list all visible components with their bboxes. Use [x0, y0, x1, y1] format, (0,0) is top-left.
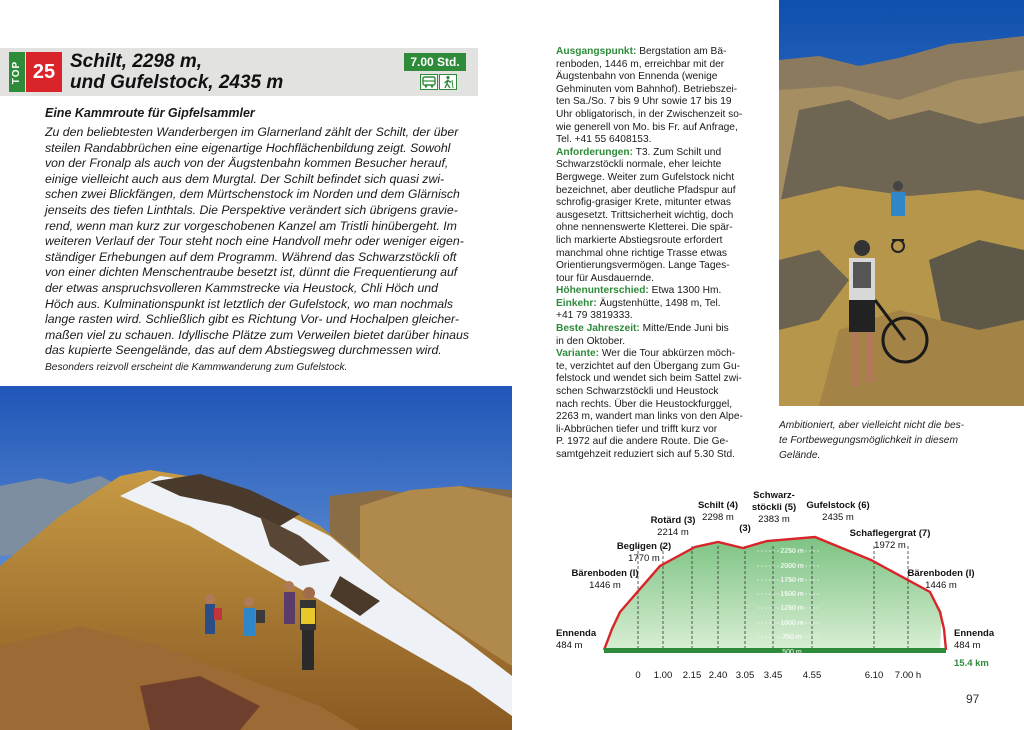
x-tick-label: 4.55 [802, 670, 822, 681]
info-label: Einkehr: [556, 297, 597, 309]
tour-number: 25 [26, 52, 62, 92]
tour-title-line2: und Gufelstock, 2435 m [70, 72, 284, 93]
info-line: Beste Jahreszeit: Mitte/Ende Juni bis [556, 323, 729, 335]
point-elevation: 2214 m [657, 527, 689, 538]
point-name: Ennenda [556, 628, 597, 639]
x-tick-label: 3.05 [735, 670, 755, 681]
y-tick-label: 2000 m [780, 563, 804, 570]
section-subtitle: Eine Kammroute für Gipfelsammler [45, 106, 255, 120]
y-tick-label: 500 m [782, 649, 802, 656]
point-name: Schaflegergrat (7) [849, 528, 931, 539]
intro-line: einige vielleicht auch aus dem Murgtal. Der Schilt befindet sich quasi zwi- [45, 171, 445, 186]
intro-line: das kupierte Seengelände, das auf dem Abstiegsweg durchmessen wird. [45, 343, 442, 358]
info-label: Variante: [556, 348, 600, 360]
point-name: (3) [739, 523, 751, 534]
info-line: Tel. +41 55 6408153. [556, 134, 652, 146]
point-elevation: 1446 m [589, 580, 621, 591]
page-number: 97 [966, 692, 980, 706]
intro-line: von einer dichten Menschentraube besetzt ist, dünnt die Frequentierung auf [45, 265, 458, 280]
intro-line: Zu den beliebtesten Wanderbergen im Glarnerland zählt der Schilt, der über [45, 125, 459, 139]
intro-line: steilen Randabbrüchen eine eigenartige Hochflächenbildung zeigt. Sowohl [45, 140, 451, 155]
x-tick-label: 6.10 [864, 670, 884, 681]
point-elevation: 1446 m [925, 580, 957, 591]
point-name: Ennenda [954, 628, 995, 639]
intro-line: Höch aus. Kulminationspunkt ist letztlich der Gufelstock, wo man nochmals [45, 296, 454, 311]
info-line: li-Abbrüchen tiefer und trifft kurz vor [556, 423, 718, 435]
duration-badge: 7.00 Std. [404, 53, 466, 71]
info-line: 2263 m, wandert man links von den Alpe- [556, 411, 743, 423]
elevation-profile [552, 484, 1024, 684]
y-tick-label: 1250 m [780, 605, 804, 612]
point-name: Gufelstock (6) [806, 500, 870, 511]
bus-icon [420, 74, 438, 90]
hiker-icon [439, 74, 457, 90]
info-line: Äugstenbahn von Ennenda (wenige [556, 71, 718, 83]
info-line: schen Schwarzstöckli und Heustock [556, 386, 719, 398]
profile-baseline [604, 648, 946, 653]
info-line: Variante: Wer die Tour abkürzen möch- [556, 348, 736, 360]
intro-line: ständiger Erhebungen auf dem Programm. Während das Schwarzstöckli oft [45, 249, 457, 264]
point-elevation: 2383 m [758, 514, 790, 525]
info-line: te, verzichtet auf den Übergang zum Gu- [556, 360, 741, 372]
info-line: ten Sa./So. 7 bis 9 Uhr sowie 17 bis 19 [556, 96, 732, 108]
info-line: ausgesetzt. Trittsicherheit wichtig, doch [556, 209, 734, 221]
info-line: Bergwege. Weiter zum Gufelstock nicht [556, 171, 735, 183]
x-tick-label: 2.15 [682, 670, 702, 681]
point-name: Bärenboden (I) [571, 568, 639, 579]
tour-info [556, 46, 758, 462]
x-tick-label: 0 [635, 670, 641, 681]
y-tick-label: 2250 m [780, 548, 804, 555]
caption-left: Besonders reizvoll erscheint die Kammwanderung zum Gufelstock. [45, 362, 348, 373]
intro-text [45, 125, 470, 359]
distance-label: 15.4 km [954, 658, 989, 669]
info-line: ohne nennenswerte Kletterei. Die spär- [556, 222, 733, 234]
biker-photo [779, 0, 1024, 406]
info-line: felstock und wendet sich beim Sattel zwi- [556, 373, 742, 385]
info-line: Ausgangspunkt: Bergstation am Bä- [556, 46, 727, 57]
info-line: Orientierungsvermögen. Lange Tages- [556, 260, 730, 272]
point-name: Bärenboden (I) [907, 568, 975, 579]
point-name: Schilt (4) [697, 500, 739, 511]
x-tick-label: 3.45 [763, 670, 783, 681]
info-label: Beste Jahreszeit: [556, 323, 640, 335]
intro-line: von der Fronalp als auch von der Äugstenbahn kommen Besucher herauf, [45, 156, 449, 171]
info-label: Anforderungen: [556, 146, 633, 158]
info-line: schrofig-grasiger Krete, mitunter etwas [556, 197, 731, 209]
info-line: bezeichnet, aber deutliche Pfadspur auf [556, 184, 736, 196]
point-elevation: 1770 m [628, 553, 660, 564]
info-line: Einkehr: Äugstenhütte, 1498 m, Tel. [556, 297, 721, 309]
point-elevation: 2298 m [702, 512, 734, 523]
info-line: Höhenunterschied: Etwa 1300 Hm. [556, 285, 722, 297]
tour-title-line1: Schilt, 2298 m, [70, 51, 203, 72]
intro-line: rend, wenn man kurz zur vorgeschobenen Kanzel am Tristli hinübergeht. Im [45, 218, 457, 233]
info-line: lich markierte Abstiegsroute erfordert [556, 234, 723, 246]
point-elevation: 2435 m [822, 512, 854, 523]
info-label: Höhenunterschied: [556, 285, 649, 297]
point-name: stöckli (5) [751, 502, 797, 513]
info-line: in den Oktober. [556, 335, 626, 347]
point-elevation: 1972 m [874, 540, 906, 551]
caption-line: te Fortbewegungsmöglichkeit in diesem [779, 435, 958, 446]
caption-line: Gelände. [779, 450, 821, 461]
x-tick-label: 7.00 h [894, 670, 922, 681]
x-tick-label: 1.00 [653, 670, 673, 681]
y-tick-label: 1000 m [780, 620, 804, 627]
point-name: Schwarz- [753, 490, 795, 501]
intro-line: lange rasten wird. Schließlich gibt es Richtung Vor- und Hochalpen gleicher- [45, 312, 459, 327]
intro-line: schen zwei Blickfängen, dem Mürtschenstock im Norden und dem Glärnisch [45, 187, 460, 202]
point-name: Rotärd (3) [650, 515, 696, 526]
intro-line: der etwas anspruchsvolleren Kammstrecke via Heustock, Chli Höch und [45, 280, 438, 295]
intro-line: maßen viel zu schauen. Idyllische Plätze zum Verweilen bietet darüber hinaus [45, 327, 470, 342]
point-elevation: 484 m [954, 640, 981, 651]
info-line: manchmal ohne richtige Trasse etwas [556, 247, 728, 259]
info-line: Schwarzstöckli normale, eher leichte [556, 159, 722, 171]
info-line: samtgehzeit reduziert sich auf 5.30 Std. [556, 449, 735, 460]
y-tick-label: 1500 m [780, 591, 804, 598]
info-label: Ausgangspunkt: [556, 46, 637, 57]
caption-line: Ambitioniert, aber vielleicht nicht die bes- [779, 420, 965, 431]
intro-line: jenseits des tiefen Linthtals. Die Perspektive verändert sich übrigens gravie- [45, 202, 458, 217]
caption-right [779, 418, 1019, 463]
top-tag: TOP [9, 52, 25, 92]
info-line: renboden, 1446 m, erreichbar mit der [556, 58, 725, 70]
info-line: +41 79 3819333. [556, 310, 633, 322]
info-line: Uhr obligatorisch, in der Zwischenzeit so- [556, 108, 743, 120]
info-line: wie generell von Mo. bis Fr. auf Anfrage, [556, 121, 738, 133]
ridge-photo [0, 386, 512, 730]
y-tick-label: 1750 m [780, 577, 804, 584]
y-tick-label: 750 m [782, 634, 802, 641]
point-elevation: 484 m [556, 640, 583, 651]
x-tick-label: 2.40 [708, 670, 728, 681]
info-line: tour für Ausdauernde. [556, 272, 654, 284]
info-line: Gehminuten vom Bahnhof). Betriebszei- [556, 83, 738, 95]
point-name: Begligen (2) [616, 541, 672, 552]
info-line: nach rechts. Über die Heustockfurggel, [556, 398, 733, 410]
info-line: P. 1972 auf die andere Route. Die Ge- [556, 436, 729, 448]
intro-line: weiteren Verlauf der Tour steht noch eine Handvoll mehr oder weniger eigen- [45, 234, 464, 249]
info-line: Anforderungen: T3. Zum Schilt und [556, 146, 722, 158]
